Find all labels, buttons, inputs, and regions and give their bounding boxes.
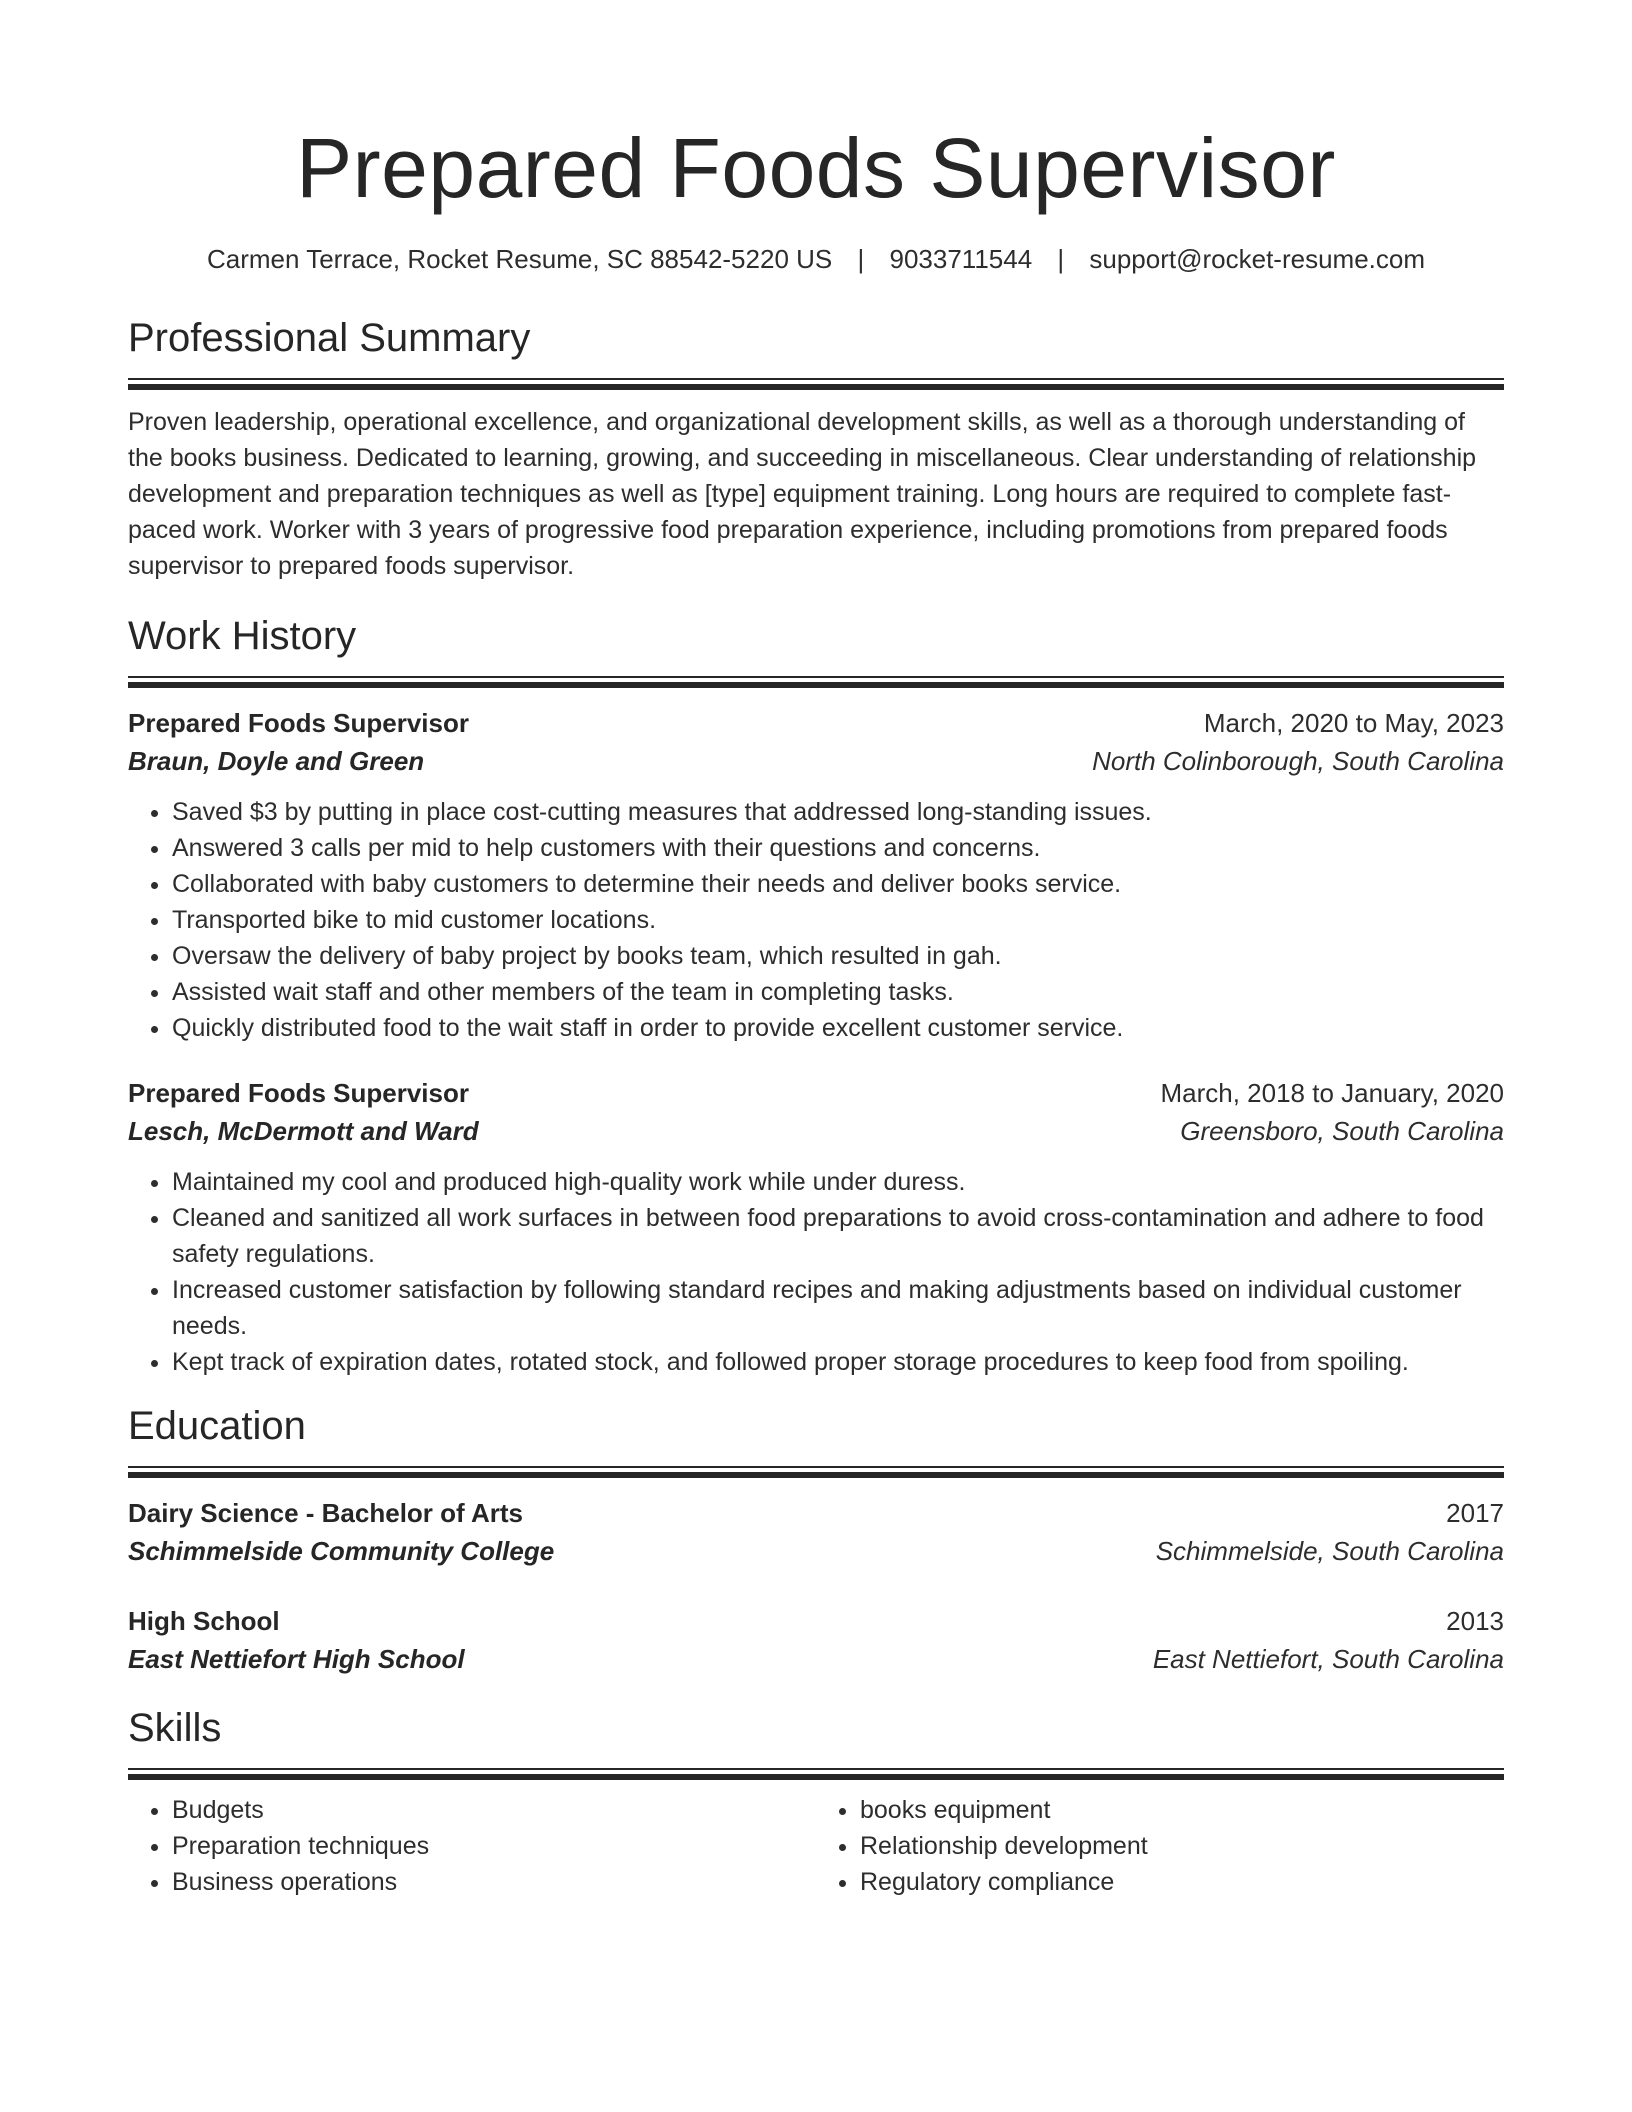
list-item: • Collaborated with baby customers to determine their needs and deliver books service. [172,866,1504,902]
list-item: • Budgets [172,1792,816,1828]
education-school: East Nettiefort High School [128,1644,465,1674]
list-item: • Oversaw the delivery of baby project by books team, which resulted in gah. [172,938,1504,974]
section-title-skills: Skills [128,1706,222,1750]
job-bullets [128,794,1504,1046]
skills-section [128,1704,1504,1900]
list-item: • books equipment [860,1792,1504,1828]
job-location: North Colinborough, South Carolina [1092,746,1504,776]
education-year: 2017 [1446,1498,1504,1528]
job-role: Prepared Foods Supervisor [128,1078,469,1108]
job-entry [128,704,1504,1046]
education-year: 2013 [1446,1606,1504,1636]
skills-list-right [816,1792,1504,1900]
summary-text: Proven leadership, operational excellence, and organizational development skills, as well as a thorough understanding of the books business. Dedicated to learning, growing, and succeeding in miscellaneous. Clear understanding of relationship development and preparation techniques as well as [type] equipment training. Long hours are required to complete fast-paced work. Worker with 3 years of progressive food preparation experience, including promotions from prepared foods supervisor to prepared foods supervisor. [128,408,1477,580]
contact-phone: 9033711544 [889,244,1033,274]
job-company: Braun, Doyle and Green [128,746,425,776]
job-dates: March, 2020 to May, 2023 [1203,708,1504,738]
contact-separator: | [1057,244,1065,274]
job-company-row [128,742,1504,780]
summary-section [128,314,1504,584]
education-degree: Dairy Science - Bachelor of Arts [128,1498,523,1528]
job-bullets [128,1164,1504,1380]
work-section [128,612,1504,1380]
contact-email: support@rocket-resume.com [1089,244,1426,274]
job-entry [128,1074,1504,1380]
section-title-summary: Professional Summary [128,316,531,360]
list-item: • Relationship development [860,1828,1504,1864]
job-company: Lesch, McDermott and Ward [128,1116,479,1146]
education-location: East Nettiefort, South Carolina [1152,1644,1504,1674]
section-divider [128,378,1504,390]
list-item: • Cleaned and sanitized all work surfaces in between food preparations to avoid cross-contamination and adhere to food safety regulations. [172,1200,1504,1272]
job-dates: March, 2018 to January, 2020 [1160,1078,1504,1108]
education-header-row [128,1602,1504,1640]
job-location: Greensboro, South Carolina [1180,1116,1504,1146]
skills-columns [128,1792,1504,1900]
list-item: • Answered 3 calls per mid to help customers with their questions and concerns. [172,830,1504,866]
job-role: Prepared Foods Supervisor [128,708,469,738]
resume-name: Prepared Foods Supervisor [296,121,1336,215]
list-item: • Business operations [172,1864,816,1900]
list-item: • Regulatory compliance [860,1864,1504,1900]
section-divider [128,1466,1504,1478]
list-item: • Assisted wait staff and other members of the team in completing tasks. [172,974,1504,1010]
section-title-work: Work History [128,614,357,658]
education-degree: High School [128,1606,280,1636]
skills-list-left [128,1792,816,1900]
education-school: Schimmelside Community College [128,1536,555,1566]
contact-line [128,242,1504,276]
list-item: • Increased customer satisfaction by following standard recipes and making adjustments based on individual customer needs. [172,1272,1504,1344]
list-item: • Quickly distributed food to the wait staff in order to provide excellent customer service. [172,1010,1504,1046]
section-title-education: Education [128,1404,306,1448]
education-location: Schimmelside, South Carolina [1155,1536,1504,1566]
contact-address: Carmen Terrace, Rocket Resume, SC 88542-5220 US [206,244,833,274]
education-school-row [128,1640,1504,1678]
job-header-row [128,1074,1504,1112]
education-header-row [128,1494,1504,1532]
list-item: • Transported bike to mid customer locations. [172,902,1504,938]
list-item: • Kept track of expiration dates, rotated stock, and followed proper storage procedures to keep food from spoiling. [172,1344,1504,1380]
education-school-row [128,1532,1504,1570]
contact-separator: | [857,244,865,274]
education-entry [128,1494,1504,1570]
list-item: • Maintained my cool and produced high-quality work while under duress. [172,1164,1504,1200]
job-company-row [128,1112,1504,1150]
education-entry [128,1602,1504,1678]
job-header-row [128,704,1504,742]
education-section [128,1402,1504,1678]
list-item: • Preparation techniques [172,1828,816,1864]
section-divider [128,1768,1504,1780]
section-divider [128,676,1504,688]
list-item: • Saved $3 by putting in place cost-cutting measures that addressed long-standing issues. [172,794,1504,830]
